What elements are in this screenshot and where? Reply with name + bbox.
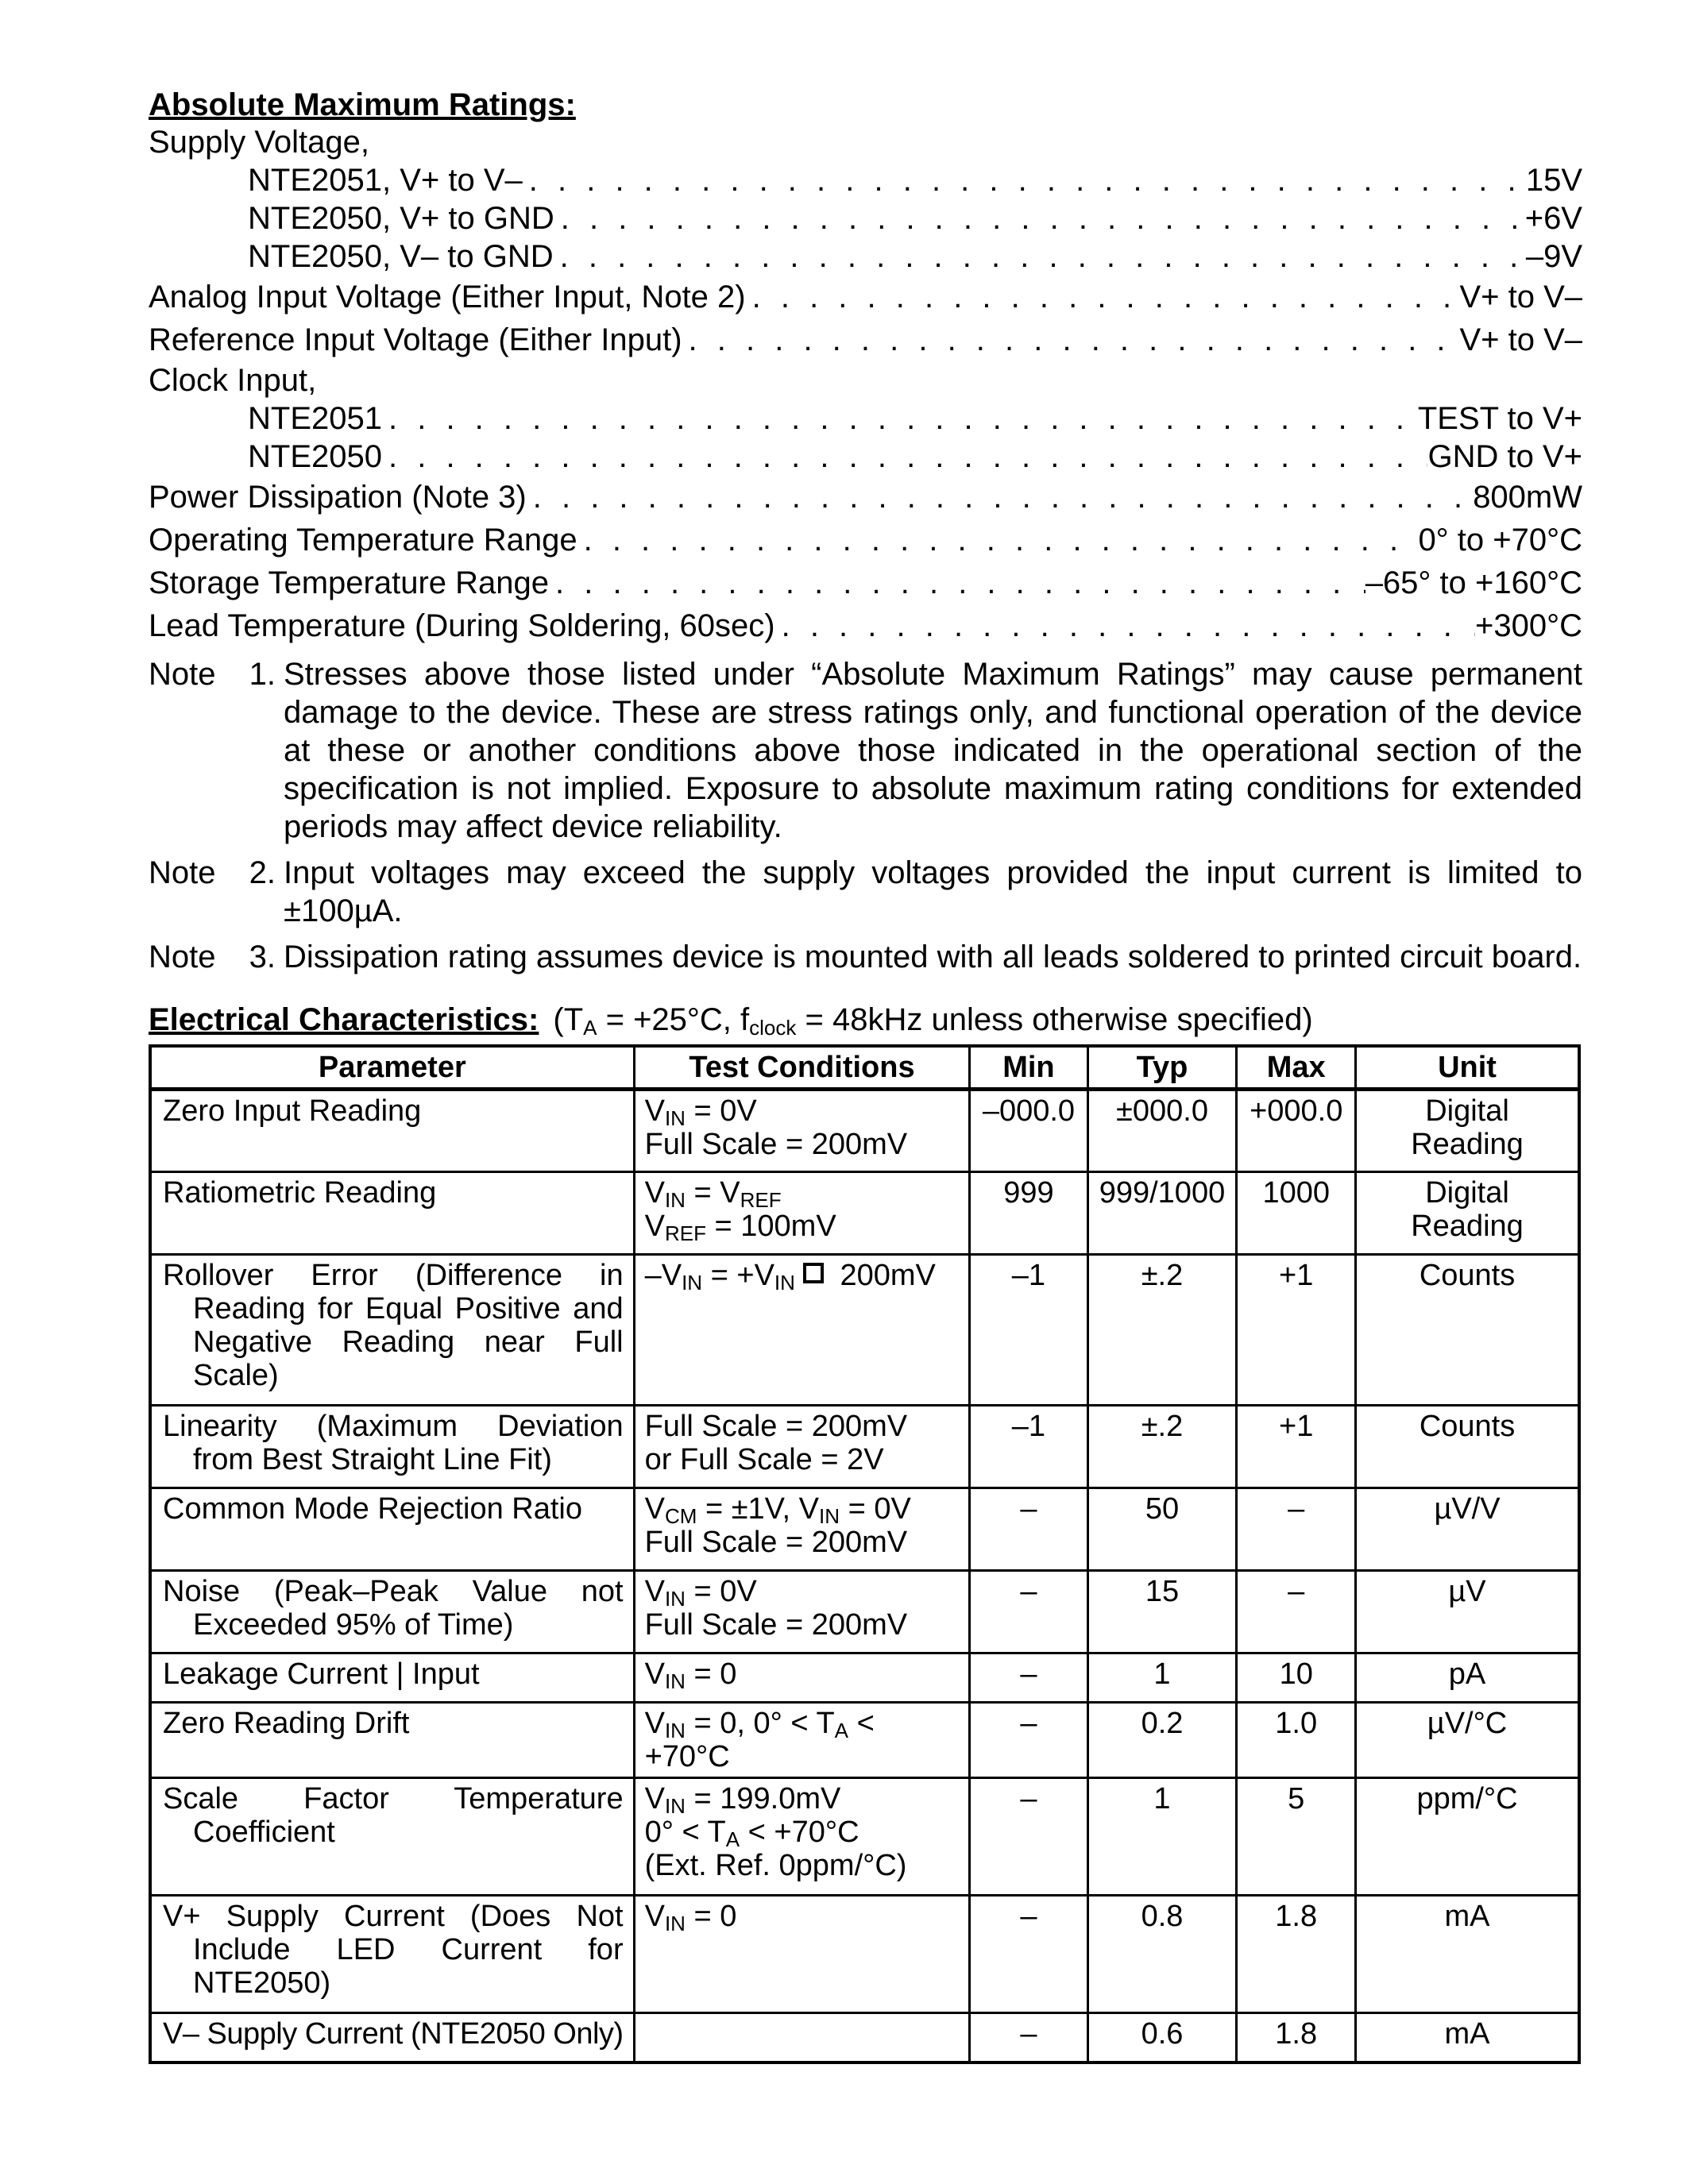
col-header-unit: Unit	[1356, 1046, 1579, 1090]
table-row: Rollover Error (Difference in Reading for Equal Positive and Negative Reading near Full Scale) $-V_{IN} = +V_{IN}$ 200mV –1 ±.2 +1 Counts	[150, 1255, 1579, 1406]
notes-section	[149, 655, 1582, 976]
rating-row: NTE2050, V– to GND . . . –9V	[149, 237, 1582, 276]
rating-row: NTE2050, V+ to GND . . . +6V	[149, 199, 1582, 237]
table-row: Zero Input Reading $V_{IN} = 0V$ Full Scale = 200mV –000.0 ±000.0 +000.0 Digital Reading	[150, 1090, 1579, 1172]
rating-row: Reference Input Voltage (Either Input) . . . V+ to V–	[149, 318, 1582, 361]
table-row: Ratiometric Reading $V_{IN} = V_{REF}$ $V_{REF} = 100mV$ 999 999/1000 1000 Digital Reading	[150, 1172, 1579, 1255]
col-header-typ: Typ	[1087, 1046, 1237, 1090]
rating-row: NTE2051 . . . TEST to V+	[149, 399, 1582, 438]
abs-max-heading: Absolute Maximum Ratings:	[149, 87, 576, 122]
col-header-max: Max	[1237, 1046, 1356, 1090]
note-1: Note 1. Stresses above those listed under “Absolute Maximum Ratings” may cause permanent damage to the device. These are stress ratings only, and functional operation of the device at these or another conditions above those indicated in the operational section of the specification is not implied. Exposure to absolute maximum rating conditions for extended periods may affect device reliability.	[149, 657, 1582, 844]
ec-conditions: ($T_A = +25^\circ C$, $f_{clock} = 48kHz$ unless otherwise specified)	[553, 1002, 1313, 1040]
table-row: V+ Supply Current (Does Not Include LED Current for NTE2050) $V_{IN} = 0$ – 0.8 1.8 mA	[150, 1896, 1579, 2013]
rating-row: Lead Temperature (During Soldering, 60sec) . . . +300°C	[149, 604, 1582, 647]
square-symbol-icon	[803, 1263, 824, 1283]
table-row: Common Mode Rejection Ratio $V_{CM} = \pm 1V$, $V_{IN} = 0V$ Full Scale = 200mV – 50 – µV/V	[150, 1488, 1579, 1571]
col-header-min: Min	[970, 1046, 1087, 1090]
rating-row: Power Dissipation (Note 3) . . . 800mW	[149, 476, 1582, 519]
col-header-test: Test Conditions	[634, 1046, 970, 1090]
clock-input-label: Clock Input,	[149, 363, 317, 398]
ec-heading: Electrical Characteristics:	[149, 1002, 539, 1037]
table-header-row	[150, 1046, 1579, 1090]
table-row: V– Supply Current (NTE2050 Only) – 0.6 1.8 mA	[150, 2013, 1579, 2062]
note-2: Note 2. Input voltages may exceed the supply voltages provided the input current is limited to ±100µA.	[149, 855, 1582, 928]
table-row: Scale Factor Temperature Coefficient $V_{IN} = 199.0mV$ $0^\circ < T_A < +70^\circ C$ (Ext. Ref. 0ppm/°C) – 1 5 ppm/°C	[150, 1778, 1579, 1896]
table-row: Leakage Current | Input $V_{IN} = 0$ – 1 10 pA	[150, 1653, 1579, 1703]
ec-heading-line	[149, 1000, 1582, 1040]
table-row: Zero Reading Drift $V_{IN} = 0$, $0^\circ < T_A < +70^\circ C$ – 0.2 1.0 µV/°C	[150, 1703, 1579, 1778]
note-3: Note 3. Dissipation rating assumes device is mounted with all leads soldered to printed circuit board.	[149, 940, 1582, 974]
rating-row: NTE2051, V+ to V– . . . 15V	[149, 161, 1582, 199]
table-row: Noise (Peak–Peak Value not Exceeded 95% of Time) $V_{IN} = 0V$ Full Scale = 200mV – 15 – µV	[150, 1571, 1579, 1653]
supply-voltage-label: Supply Voltage,	[149, 125, 369, 160]
electrical-characteristics-table	[149, 1044, 1581, 2064]
rating-row: Storage Temperature Range . . . –65° to +160°C	[149, 561, 1582, 604]
rating-row: NTE2050 . . . GND to V+	[149, 438, 1582, 476]
col-header-parameter: Parameter	[150, 1046, 634, 1090]
table-row: Linearity (Maximum Deviation from Best Straight Line Fit) Full Scale = 200mV or Full Scale = 2V –1 ±.2 +1 Counts	[150, 1406, 1579, 1488]
datasheet-page	[149, 87, 1582, 2064]
rating-row: Operating Temperature Range . . . 0° to +70°C	[149, 519, 1582, 561]
rating-row: Analog Input Voltage (Either Input, Note 2) . . . V+ to V–	[149, 276, 1582, 318]
